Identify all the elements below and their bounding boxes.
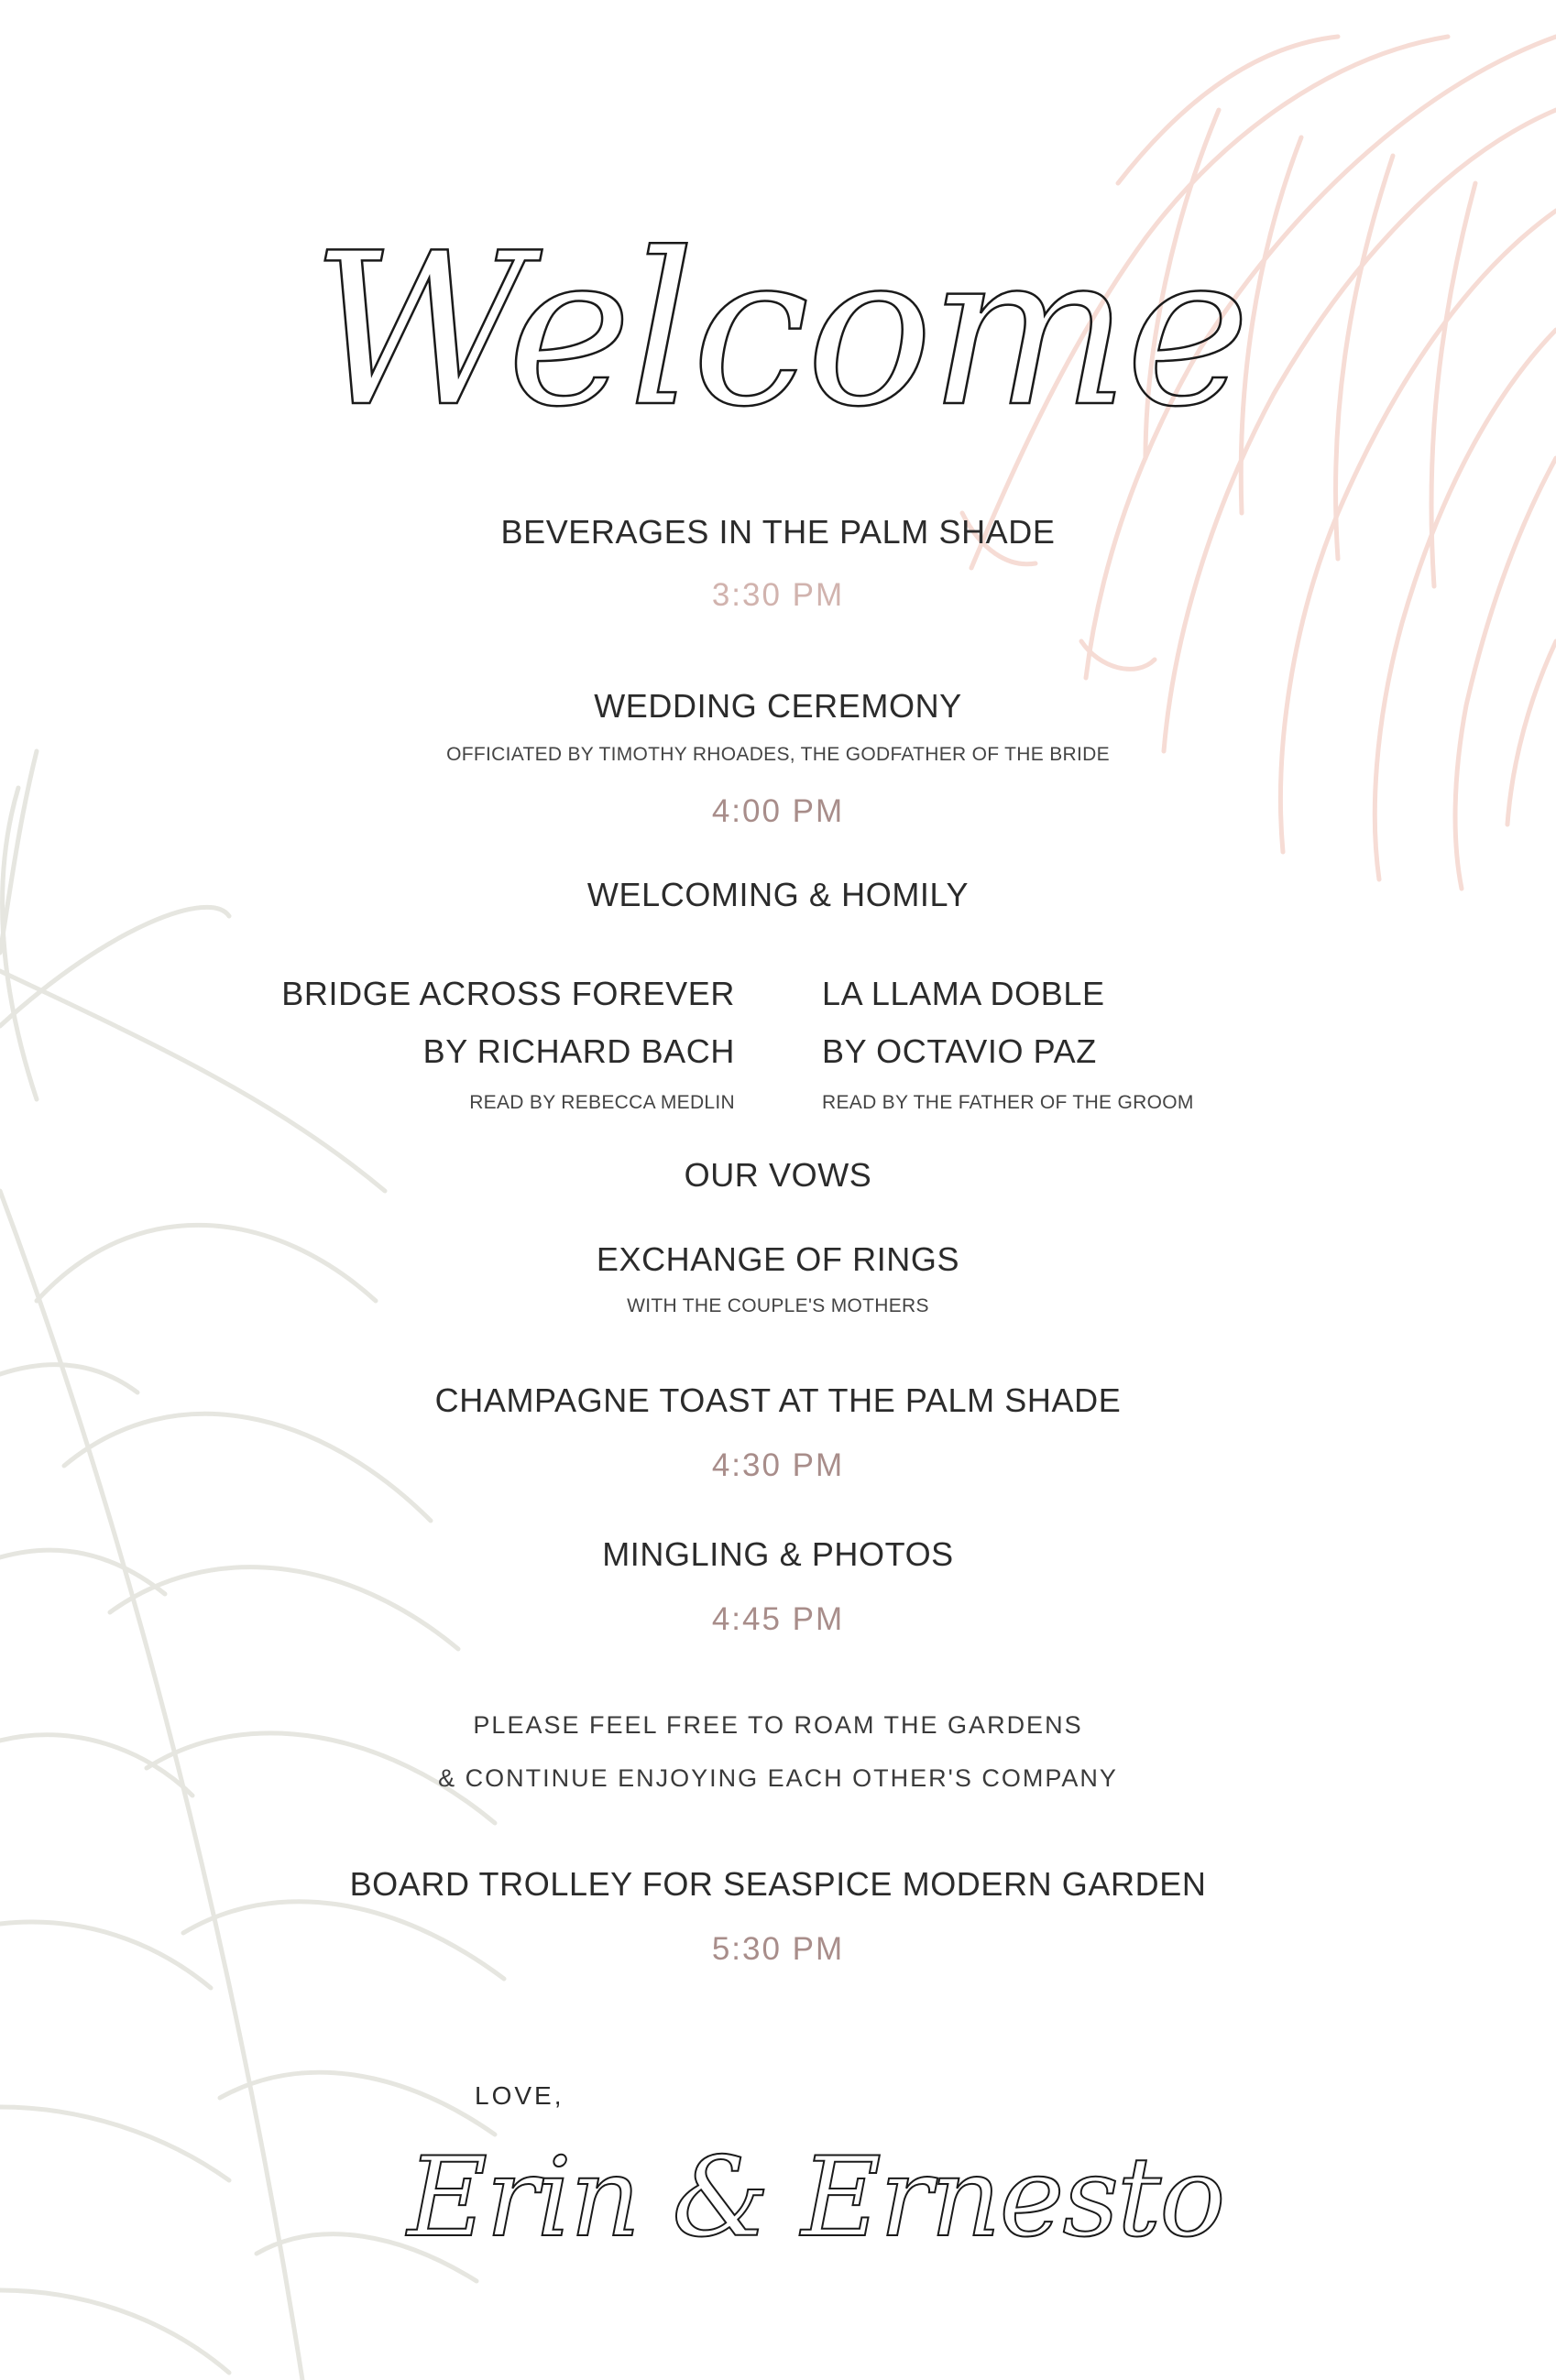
trolley-time: 5:30 PM xyxy=(711,1931,845,1967)
beverages-title: BEVERAGES IN THE PALM SHADE xyxy=(500,513,1056,551)
welcoming-title: WELCOMING & HOMILY xyxy=(586,876,970,913)
rings-title: EXCHANGE OF RINGS xyxy=(596,1240,960,1278)
mingling-time: 4:45 PM xyxy=(711,1601,845,1637)
reading-left-reader: READ BY REBECCA MEDLIN xyxy=(469,1092,735,1113)
note-line-2: & CONTINUE ENJOYING EACH OTHER'S COMPANY xyxy=(438,1764,1118,1792)
welcome-heading xyxy=(311,101,1247,453)
reading-right-author: BY OCTAVIO PAZ xyxy=(822,1032,1097,1070)
rings-note: WITH THE COUPLE'S MOTHERS xyxy=(627,1295,929,1316)
closing-love: LOVE, xyxy=(475,2081,564,2110)
toast-title: CHAMPAGNE TOAST AT THE PALM SHADE xyxy=(434,1381,1122,1419)
toast-time: 4:30 PM xyxy=(711,1447,845,1483)
note-line-1: PLEASE FEEL FREE TO ROAM THE GARDENS xyxy=(473,1711,1083,1739)
reading-left-author: BY RICHARD BACH xyxy=(422,1032,735,1070)
welcome-heading-text: Welcome xyxy=(311,209,1247,453)
trolley-title: BOARD TROLLEY FOR SEASPICE MODERN GARDEN xyxy=(349,1865,1207,1903)
reading-right-title: LA LLAMA DOBLE xyxy=(822,975,1105,1012)
ceremony-officiant: OFFICIATED BY TIMOTHY RHOADES, THE GODFATHER OF THE BRIDE xyxy=(446,744,1110,765)
ceremony-time: 4:00 PM xyxy=(711,793,845,829)
beverages-time: 3:30 PM xyxy=(711,577,845,613)
reading-right-reader: READ BY THE FATHER OF THE GROOM xyxy=(822,1092,1194,1113)
vows-title: OUR VOWS xyxy=(684,1156,872,1194)
ceremony-title: WEDDING CEREMONY xyxy=(594,687,962,725)
mingling-title: MINGLING & PHOTOS xyxy=(602,1535,954,1573)
signature-text: Erin & Ernesto xyxy=(407,2134,1224,2262)
reading-left-title: BRIDGE ACROSS FOREVER xyxy=(281,975,735,1012)
